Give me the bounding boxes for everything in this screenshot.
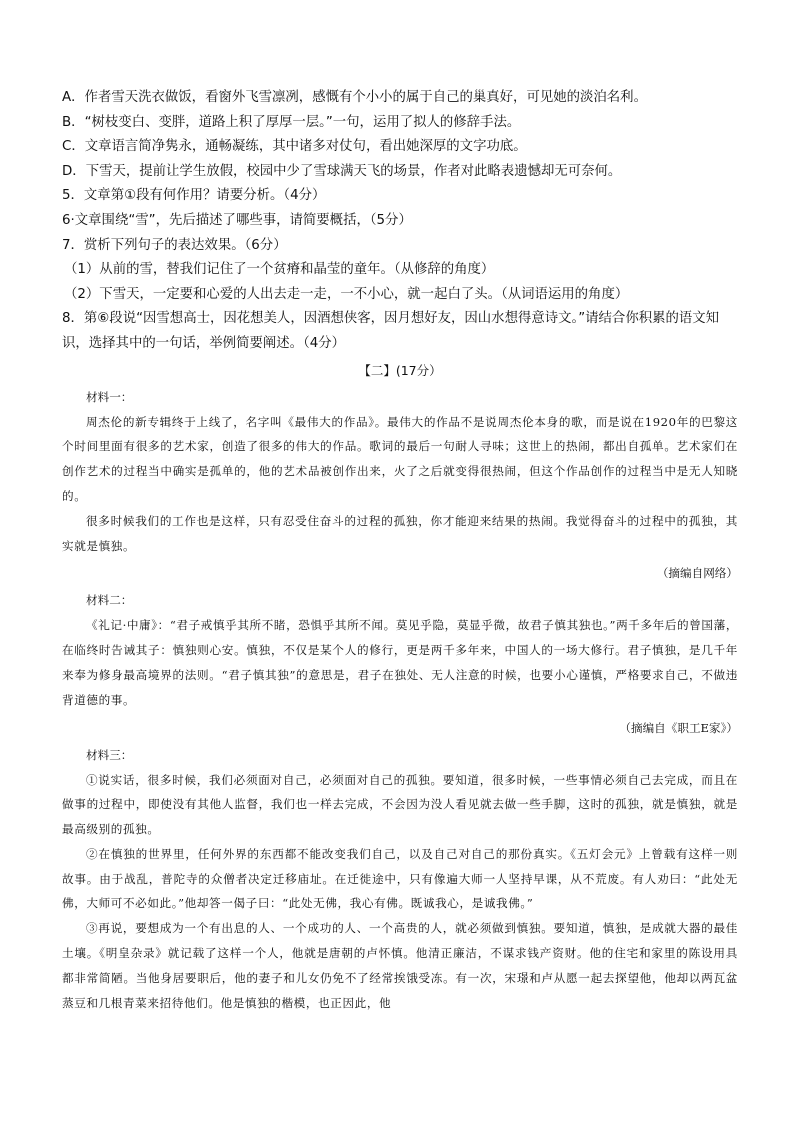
material-1-source: （摘编自网络） <box>656 566 738 581</box>
material-2-label: 材料二： <box>86 593 133 608</box>
question-6: 6·文章围绕“雪”，先后描述了哪些事，请简要概括，（5分） <box>62 212 412 228</box>
question-7-part-1: （1）从前的雪，替我们记住了一个贫瘠和晶莹的童年。（从修辞的角度） <box>64 262 495 278</box>
material-2-source: （摘编自《职工E家》） <box>619 720 738 735</box>
exam-page <box>62 86 738 1015</box>
material-3-paragraph-3: ③再说，要想成为一个有出息的人、一个成功的人、一个高贵的人，就必须做到慎独。要知道，慎独，是成就大器的最佳土壤。《明皇杂录》就记载了这样一个人，他就是唐朝的卢怀慎。他清正廉洁，不谋求钱产资财。他的住宅和家里的陈设用具都非常简陋。当他身居要职后，他的妻子和儿女仍免不了经常挨饿受冻。有一次，宋璟和卢从愿一起去探望他，他却以两瓦盆蒸豆和几根青菜来招待他们。他是慎独的楷模，也正因此，他 <box>62 921 738 1010</box>
option-b: B．“树枝变白、变胖，道路上积了厚厚一层。”一句，运用了拟人的修辞手法。 <box>62 114 521 130</box>
material-3-paragraph-1: ①说实话，很多时候，我们必须面对自己，必须面对自己的孤独。要知道，很多时候，一些事情必须自己去完成，而且在做事的过程中，即使没有其他人监督，我们也一样去完成，不会因为没人看见就去做一些手脚，这时的孤独，就是慎独，就是最高级别的孤独。 <box>62 772 738 837</box>
material-3-paragraph-2: ②在慎独的世界里，任何外界的东西都不能改变我们自己，以及自己对自己的那份真实。《五灯会元》上曾载有这样一则故事。由于战乱，普陀寺的众僧者决定迁移庙址。在迁徙途中，只有像遍大师一人坚持早课，从不荒废。有人劝曰：“此处无佛，大师可不必如此。”他却答一偈子曰：“此处无佛，我心有佛。既诚我心，是诚我佛。” <box>62 846 738 911</box>
material-1-paragraph-2: 很多时候我们的工作也是这样，只有忍受住奋斗的过程的孤独，你才能迎来结果的热闹。我觉得奋斗的过程中的孤独，其实就是慎独。 <box>62 513 738 553</box>
material-1-paragraph-1: 周杰伦的新专辑终于上线了，名字叫《最伟大的作品》。最伟大的作品不是说周杰伦本身的歌，而是说在1920年的巴黎这个时间里面有很多的艺术家，创造了很多的伟大的作品。歌词的最后一句耐人寻味；这世上的热闹，都出自孤单。艺术家们在创作艺术的过程当中确实是孤单的，他的艺术品被创作出来，火了之后就变得很热闹，但这个作品创作的过程当中是无人知晓的。 <box>62 414 738 503</box>
material-2-paragraph-1: 《礼记·中庸》：“君子戒慎乎其所不睹，恐惧乎其所不闻。莫见乎隐，莫显乎微，故君子慎其独也。”两千多年后的曾国藩，在临终时告诫其子：慎独则心安。慎独，不仅是某个人的修行，更是两千多年来，中国人的一场大修行。君子慎独，是几千年来奉为修身最高境界的法则。“君子慎其独”的意思是，君子在独处、无人注意的时候，也要小心谨慎，严格要求自己，不做违背道德的事。 <box>62 618 739 707</box>
question-8: 8．第⑥段说“因雪想高士，因花想美人，因酒想侠客，因月想好友，因山水想得意诗文。”请结合你积累的语文知识，选择其中的一句话，举例简要阐述。（4分） <box>62 311 720 351</box>
option-d: D．下雪天，提前让学生放假，校园中少了雪球满天飞的场景，作者对此略表遗憾却无可奈何。 <box>62 163 622 179</box>
material-3-label: 材料三： <box>86 747 133 762</box>
question-7: 7．赏析下列句子的表达效果。（6分） <box>62 237 287 253</box>
question-5: 5．文章第①段有何作用？请要分析。（4分） <box>62 188 326 204</box>
section-heading: 【二】(17分） <box>358 362 442 378</box>
question-7-part-2: （2）下雪天，一定要和心爱的人出去走一走，一不小心，就一起白了头。（从词语运用的角度） <box>64 286 629 302</box>
material-1-label: 材料一： <box>86 389 133 404</box>
option-a: A．作者雪天洗衣做饭，看窗外飞雪凛冽，感慨有个小小的属于自己的巢真好，可见她的淡泊名利。 <box>62 90 647 105</box>
option-c: C．文章语言简净隽永，通畅凝练，其中诸多对仗句，看出她深厚的文字功底。 <box>62 139 527 155</box>
